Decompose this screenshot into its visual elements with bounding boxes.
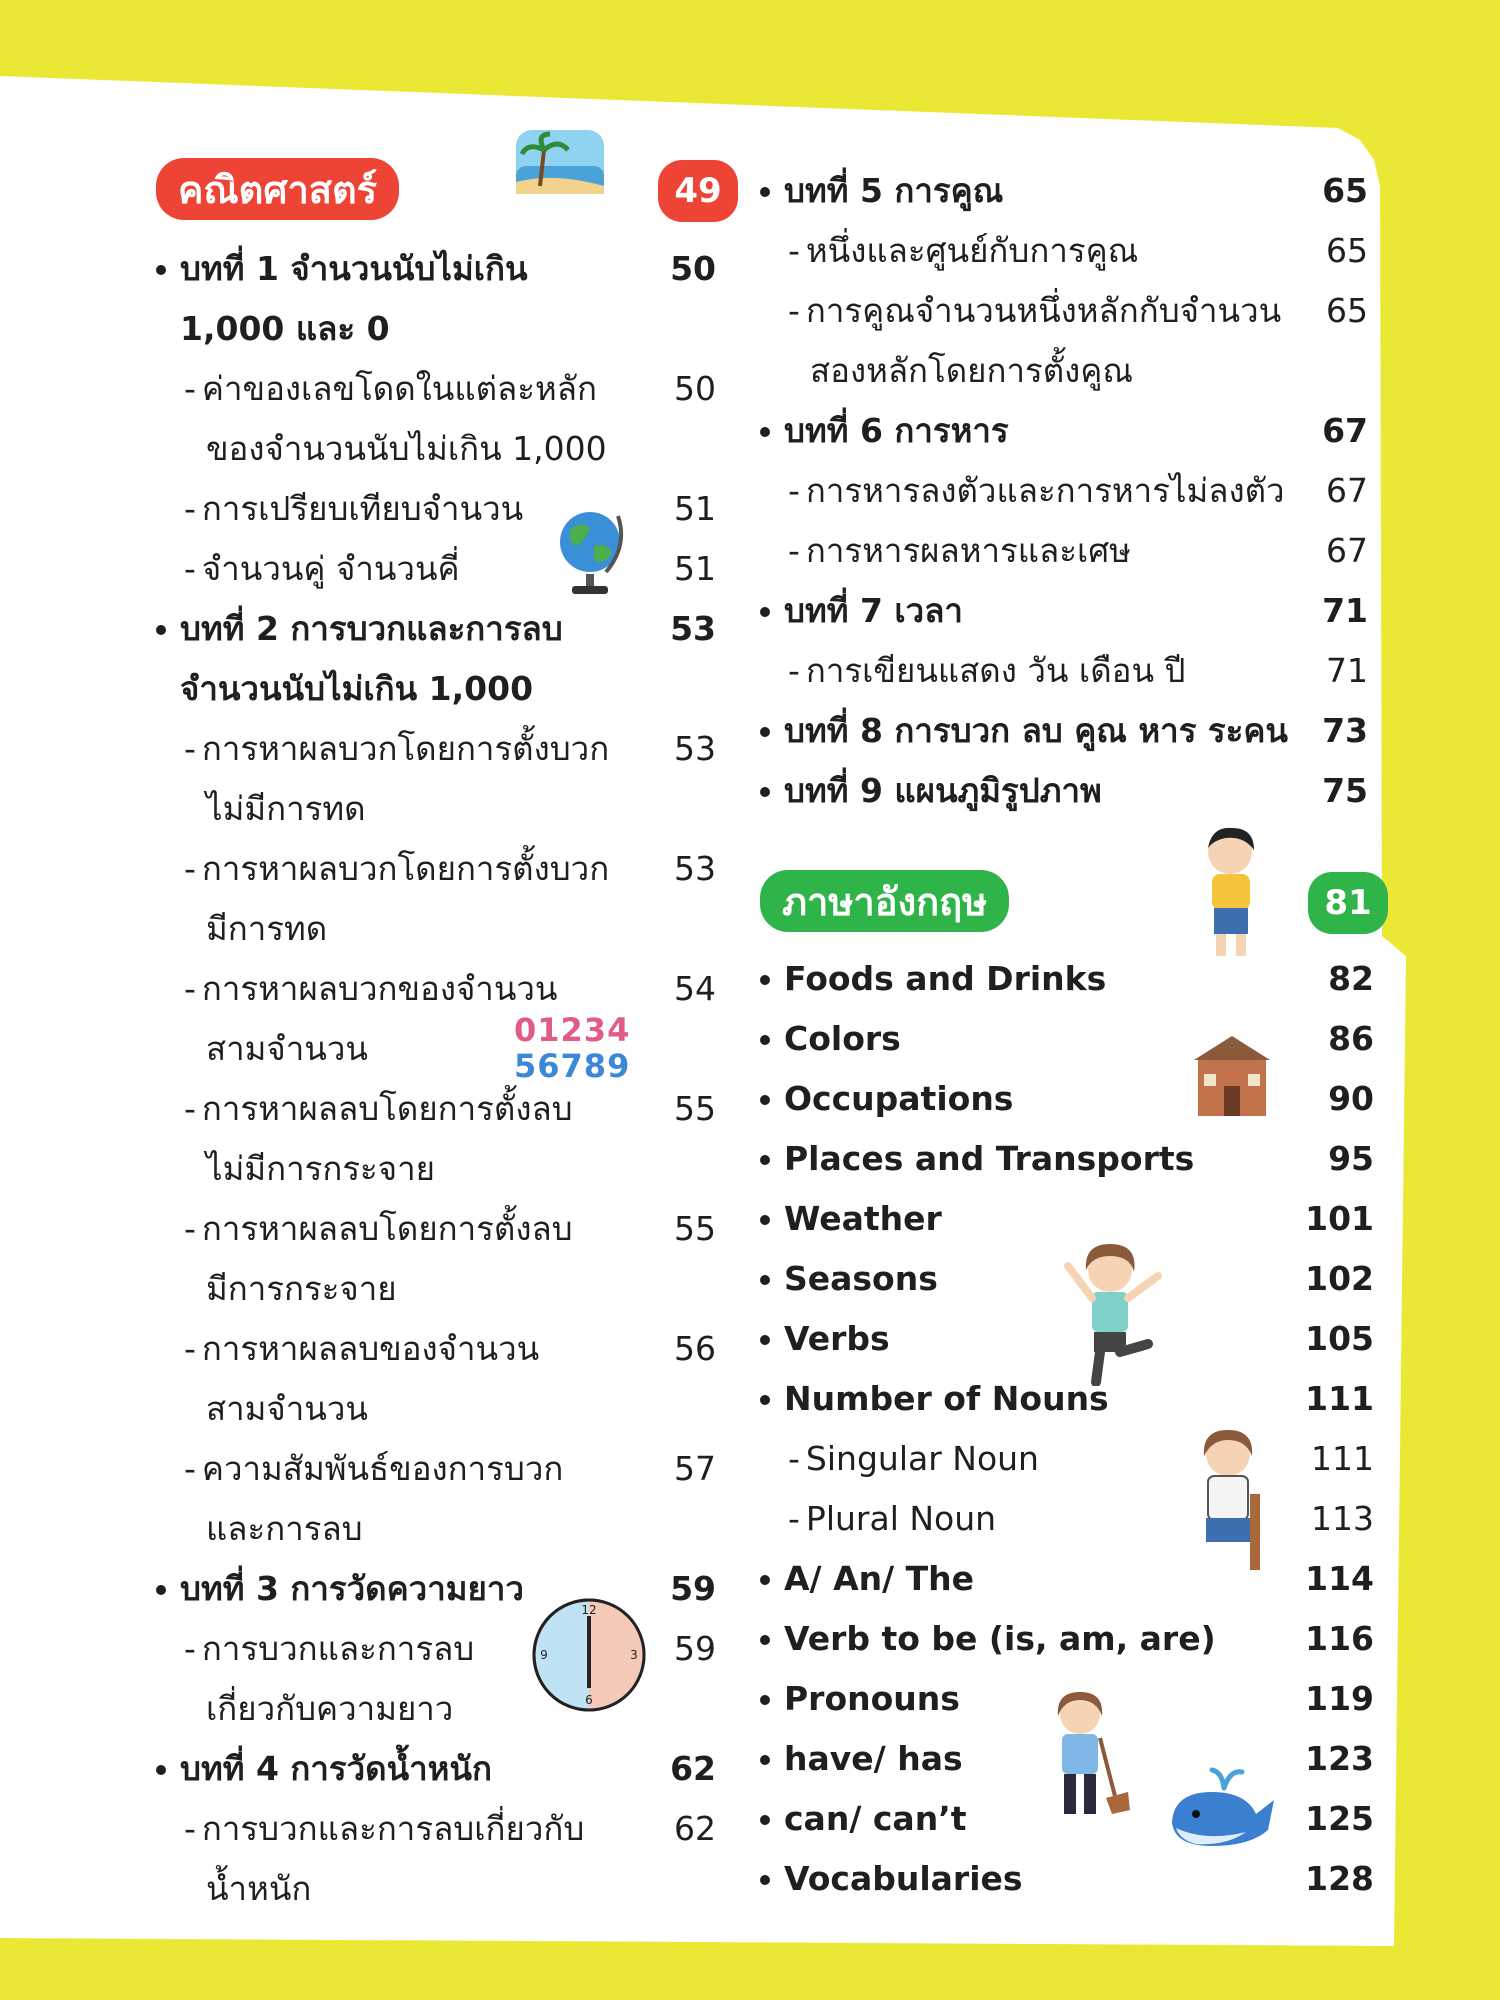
clock-illustration xyxy=(530,1596,648,1714)
bullet-icon xyxy=(760,1755,770,1765)
toc-page-number: 111 xyxy=(1311,1438,1374,1478)
toc-subentry xyxy=(184,358,716,418)
beach-illustration xyxy=(514,128,606,196)
clock-6: 6 xyxy=(585,1693,593,1707)
girl-sitting-illustration xyxy=(1190,1424,1270,1574)
toc-entry xyxy=(760,160,1368,220)
toc-entry-text: Vocabularies xyxy=(784,1858,1023,1898)
toc-entry xyxy=(156,598,716,658)
toc-subentry xyxy=(184,1198,716,1258)
toc-entry xyxy=(760,700,1368,760)
toc-page-number: 51 xyxy=(674,488,716,528)
toc-subentry xyxy=(184,718,716,778)
toc-entry-text: Verbs xyxy=(784,1318,890,1358)
bullet-icon xyxy=(760,975,770,985)
toc-entry xyxy=(760,1128,1374,1188)
toc-subentry xyxy=(788,280,1368,340)
toc-entry-text: การบวกและการลบ xyxy=(201,1628,475,1668)
toc-entry-continuation: จำนวนนับไม่เกิน 1,000 xyxy=(180,668,534,708)
bullet-icon xyxy=(760,1695,770,1705)
toc-entry-text: บทที่ 6 การหาร xyxy=(784,410,1009,450)
toc-entry-text: บทที่ 5 การคูณ xyxy=(784,170,1004,210)
bullet-icon xyxy=(760,1635,770,1645)
toc-entry-text: การหาผลลบโดยการตั้งลบ xyxy=(201,1208,573,1248)
toc-entry xyxy=(760,760,1368,820)
bullet-icon xyxy=(156,1765,166,1775)
toc-page-number: 65 xyxy=(1326,290,1368,330)
toc-page-number: 102 xyxy=(1305,1258,1374,1298)
toc-entry-text: การหารผลหารและเศษ xyxy=(805,530,1131,570)
boy-illustration xyxy=(1196,822,1266,962)
toc-entry-text: บทที่ 8 การบวก ลบ คูณ หาร ระคน xyxy=(784,710,1288,750)
toc-entry-text: Foods and Drinks xyxy=(784,958,1107,998)
dash-icon: - xyxy=(184,968,196,1008)
bullet-icon xyxy=(760,1215,770,1225)
toc-page-number: 59 xyxy=(670,1568,716,1608)
toc-subentry xyxy=(788,640,1368,700)
toc-entry-text: can/ can’t xyxy=(784,1798,967,1838)
toc-entry-text: การหาผลบวกโดยการตั้งบวก xyxy=(201,848,610,888)
toc-page-number: 55 xyxy=(674,1208,716,1248)
toc-page-number: 128 xyxy=(1305,1858,1374,1898)
toc-entry xyxy=(156,238,716,298)
toc-subentry xyxy=(184,478,716,538)
bullet-icon xyxy=(760,1575,770,1585)
toc-entry-continuation: ไม่มีการทด xyxy=(206,788,366,828)
toc-entry-text: บทที่ 2 การบวกและการลบ xyxy=(180,608,563,648)
toc-page-number: 62 xyxy=(670,1748,716,1788)
toc-page-number: 53 xyxy=(674,728,716,768)
toc-entry xyxy=(760,1068,1374,1128)
dash-icon: - xyxy=(788,1438,800,1478)
dash-icon: - xyxy=(788,1498,800,1538)
toc-page-number: 51 xyxy=(674,548,716,588)
toc-entry-text: ความสัมพันธ์ของการบวก xyxy=(201,1448,564,1488)
toc-page-number: 75 xyxy=(1322,770,1368,810)
math-section-page: 49 xyxy=(658,160,738,222)
toc-page-number: 86 xyxy=(1328,1018,1374,1058)
clock-9: 9 xyxy=(540,1648,548,1662)
toc-page-number: 123 xyxy=(1305,1738,1374,1778)
toc-page-number: 113 xyxy=(1311,1498,1374,1538)
toc-entry-continuation: มีการกระจาย xyxy=(206,1268,397,1308)
toc-entry-text: Occupations xyxy=(784,1078,1014,1118)
toc-page-number: 62 xyxy=(674,1808,716,1848)
bullet-icon xyxy=(760,1155,770,1165)
numbers-line-2: 56789 xyxy=(514,1047,631,1085)
english-section-title: ภาษาอังกฤษ xyxy=(760,870,1009,932)
toc-page-number: 105 xyxy=(1305,1318,1374,1358)
toc-entry-continuation: มีการทด xyxy=(206,908,328,948)
bullet-icon xyxy=(760,427,770,437)
toc-entry-text: Colors xyxy=(784,1018,901,1058)
toc-entry-text: การคูณจำนวนหนึ่งหลักกับจำนวน xyxy=(805,290,1282,330)
toc-page-number: 67 xyxy=(1326,530,1368,570)
toc-subentry xyxy=(184,958,716,1018)
dash-icon: - xyxy=(788,230,800,270)
toc-entry-text: บทที่ 3 การวัดความยาว xyxy=(180,1568,524,1608)
math-section-title: คณิตศาสตร์ xyxy=(156,158,399,220)
dash-icon: - xyxy=(788,290,800,330)
dash-icon: - xyxy=(184,848,196,888)
toc-entry-continuation: สองหลักโดยการตั้งคูณ xyxy=(810,350,1133,390)
toc-page-number: 67 xyxy=(1326,470,1368,510)
toc-entry xyxy=(760,1608,1374,1668)
bullet-icon xyxy=(760,787,770,797)
toc-page-number: 101 xyxy=(1305,1198,1374,1238)
toc-entry xyxy=(760,400,1368,460)
bullet-icon xyxy=(760,727,770,737)
bullet-icon xyxy=(760,187,770,197)
dash-icon: - xyxy=(184,1088,196,1128)
toc-entry xyxy=(156,1738,716,1798)
toc-entry-continuation: เกี่ยวกับความยาว xyxy=(206,1688,454,1728)
toc-page-number: 82 xyxy=(1328,958,1374,998)
dash-icon: - xyxy=(184,1808,196,1848)
bullet-icon xyxy=(760,1815,770,1825)
toc-entry xyxy=(760,1848,1374,1908)
toc-entry-text: Verb to be (is, am, are) xyxy=(784,1618,1216,1658)
toc-entry xyxy=(760,1008,1374,1068)
numbers-line-1: 01234 xyxy=(514,1011,631,1049)
toc-entry-text: การบวกและการลบเกี่ยวกับ xyxy=(201,1808,585,1848)
toc-page-number: 50 xyxy=(674,368,716,408)
toc-page-number: 73 xyxy=(1322,710,1368,750)
toc-entry-continuation: และการลบ xyxy=(206,1508,363,1548)
toc-page-number: 53 xyxy=(670,608,716,648)
toc-entry xyxy=(760,1548,1374,1608)
bullet-icon xyxy=(760,1335,770,1345)
toc-entry xyxy=(760,580,1368,640)
toc-entry-text: ค่าของเลขโดดในแต่ละหลัก xyxy=(201,368,597,408)
toc-entry-text: การหาผลบวกโดยการตั้งบวก xyxy=(201,728,610,768)
toc-entry-continuation: ไม่มีการกระจาย xyxy=(206,1148,435,1188)
numbers-illustration xyxy=(514,1012,630,1084)
bullet-icon xyxy=(760,1035,770,1045)
toc-page-number: 116 xyxy=(1305,1618,1374,1658)
toc-subentry xyxy=(184,1798,716,1858)
toc-page-number: 53 xyxy=(674,848,716,888)
globe-illustration xyxy=(556,506,626,596)
toc-entry-text: Places and Transports xyxy=(784,1138,1195,1178)
toc-entry-text: Plural Noun xyxy=(805,1498,997,1538)
toc-page-number: 71 xyxy=(1322,590,1368,630)
bullet-icon xyxy=(760,1875,770,1885)
toc-page-number: 125 xyxy=(1305,1798,1374,1838)
girl-dancing-illustration xyxy=(1060,1236,1164,1386)
toc-entry-text: การเขียนแสดง วัน เดือน ปี xyxy=(805,650,1186,690)
bullet-icon xyxy=(760,1095,770,1105)
bullet-icon xyxy=(760,607,770,617)
dash-icon: - xyxy=(184,488,196,528)
toc-entry-text: บทที่ 9 แผนภูมิรูปภาพ xyxy=(784,770,1102,810)
dash-icon: - xyxy=(184,728,196,768)
toc-page-number: 119 xyxy=(1305,1678,1374,1718)
toc-page-number: 67 xyxy=(1322,410,1368,450)
dash-icon: - xyxy=(184,1628,196,1668)
bullet-icon xyxy=(760,1395,770,1405)
toc-page-number: 95 xyxy=(1328,1138,1374,1178)
toc-entry-continuation: สามจำนวน xyxy=(206,1388,368,1428)
toc-entry-continuation: น้ำหนัก xyxy=(206,1868,312,1908)
toc-page-number: 90 xyxy=(1328,1078,1374,1118)
toc-subentry xyxy=(788,1428,1374,1488)
toc-page-number: 50 xyxy=(670,248,716,288)
whale-illustration xyxy=(1166,1766,1278,1848)
toc-subentry xyxy=(184,538,716,598)
bullet-icon xyxy=(156,1585,166,1595)
dash-icon: - xyxy=(184,368,196,408)
toc-entry-text: บทที่ 4 การวัดน้ำหนัก xyxy=(180,1748,492,1788)
clock-3: 3 xyxy=(630,1648,638,1662)
toc-page-number: 56 xyxy=(674,1328,716,1368)
toc-subentry xyxy=(788,1488,1374,1548)
toc-subentry xyxy=(788,220,1368,280)
dash-icon: - xyxy=(788,650,800,690)
toc-entry-continuation: 1,000 และ 0 xyxy=(180,308,390,348)
girl-sweeping-illustration xyxy=(1044,1688,1134,1818)
toc-page-number: 55 xyxy=(674,1088,716,1128)
dash-icon: - xyxy=(788,470,800,510)
toc-entry-text: Singular Noun xyxy=(805,1438,1039,1478)
bullet-icon xyxy=(156,625,166,635)
english-section-page: 81 xyxy=(1308,872,1388,934)
dash-icon: - xyxy=(184,1328,196,1368)
toc-page-number: 54 xyxy=(674,968,716,1008)
dash-icon: - xyxy=(788,530,800,570)
toc-entry-text: หนึ่งและศูนย์กับการคูณ xyxy=(805,230,1139,270)
toc-entry-text: การเปรียบเทียบจำนวน xyxy=(201,488,524,528)
toc-entry-continuation: สามจำนวน xyxy=(206,1028,368,1068)
toc-entry-text: Number of Nouns xyxy=(784,1378,1109,1418)
toc-entry-text: A/ An/ The xyxy=(784,1558,975,1598)
toc-subentry xyxy=(184,1078,716,1138)
bullet-icon xyxy=(760,1275,770,1285)
bullet-icon xyxy=(156,265,166,275)
dash-icon: - xyxy=(184,548,196,588)
toc-entry-text: have/ has xyxy=(784,1738,963,1778)
toc-entry-text: การหาผลลบของจำนวน xyxy=(201,1328,540,1368)
toc-subentry xyxy=(788,460,1368,520)
toc-entry-text: การหาผลลบโดยการตั้งลบ xyxy=(201,1088,573,1128)
dash-icon: - xyxy=(184,1208,196,1248)
clock-12: 12 xyxy=(581,1603,597,1617)
dash-icon: - xyxy=(184,1448,196,1488)
toc-entry-text: Weather xyxy=(784,1198,942,1238)
toc-entry-text: การหารลงตัวและการหารไม่ลงตัว xyxy=(805,470,1285,510)
toc-subentry xyxy=(184,838,716,898)
toc-page-number: 57 xyxy=(674,1448,716,1488)
toc-page-number: 59 xyxy=(674,1628,716,1668)
house-illustration xyxy=(1186,1030,1278,1120)
toc-entry-text: บทที่ 1 จำนวนนับไม่เกิน xyxy=(180,248,528,288)
toc-subentry xyxy=(184,1318,716,1378)
toc-entry-text: Pronouns xyxy=(784,1678,960,1718)
toc-entry xyxy=(760,948,1374,1008)
toc-entry-text: การหาผลบวกของจำนวน xyxy=(201,968,558,1008)
toc-entry-text: บทที่ 7 เวลา xyxy=(784,590,963,630)
toc-page-number: 65 xyxy=(1322,170,1368,210)
toc-page-number: 65 xyxy=(1326,230,1368,270)
toc-page-number: 71 xyxy=(1326,650,1368,690)
toc-subentry xyxy=(788,520,1368,580)
toc-page-number: 114 xyxy=(1305,1558,1374,1598)
toc-entry-text: จำนวนคู่ จำนวนคี่ xyxy=(201,548,460,588)
toc-page-number: 111 xyxy=(1305,1378,1374,1418)
toc-entry-continuation: ของจำนวนนับไม่เกิน 1,000 xyxy=(206,428,607,468)
toc-subentry xyxy=(184,1438,716,1498)
toc-entry-text: Seasons xyxy=(784,1258,938,1298)
